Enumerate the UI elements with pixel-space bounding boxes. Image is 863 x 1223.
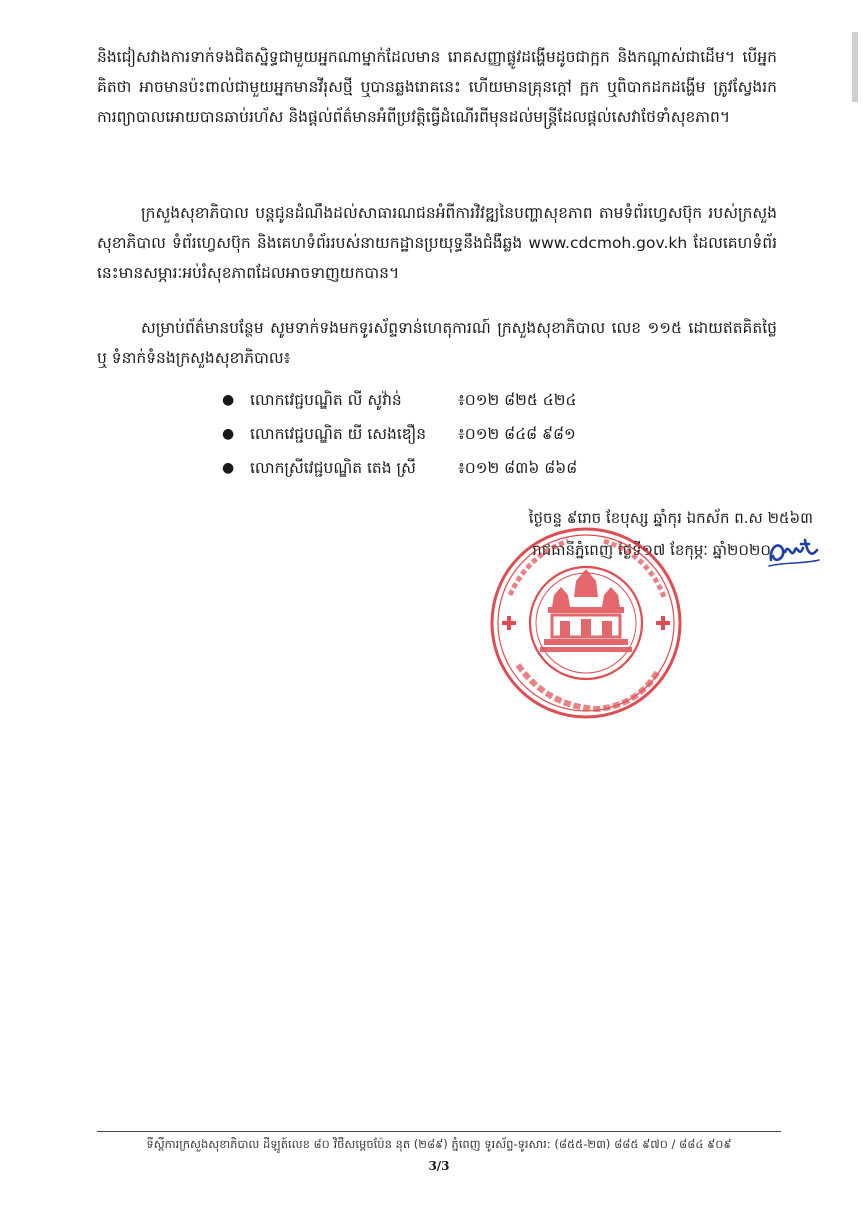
contact-name: លោកវេជ្ជបណ្ឌិត យី សេងឌឿន: [250, 425, 427, 443]
bullet-icon: ●: [222, 460, 235, 476]
contact-phone: ៖០១២ ៨៤៨ ៩៨១: [458, 425, 576, 443]
page-number: 3/3: [428, 1159, 450, 1173]
contact-phone: ៖០១២ ៨២៥ ៤២៤: [458, 391, 577, 409]
ministry-seal-stamp: [488, 525, 684, 721]
paragraph-hotline-info: [97, 313, 777, 373]
list-item: [222, 451, 642, 485]
solar-date: រាជធានីភ្នំពេញ ថ្ងៃទី១៧ ខែកុម្ភៈ ឆ្នាំ២០២០: [532, 541, 771, 559]
signature-mark: [765, 530, 825, 574]
paragraph-facebook-notice: [97, 198, 777, 288]
lunar-date: ថ្ងៃចន្ទ ៩រោច ខែបុស្ស ឆ្នាំកុរ ឯកស័ក ព.ស ២៥៦៣: [528, 509, 813, 527]
paragraph-facebook-notice-text: ក្រសួងសុខាភិបាល បន្តជូនដំណឹងដល់សាធារណជនអំពីការវិវឌ្ឍនៃបញ្ហាសុខភាព តាមទំព័រហ្វេសប៊ុក របស់ក្រសួងសុខាភិបាល ទំព័រហ្វេសប៊ុក និងគេហទំព័ររបស់នាយកដ្ឋានប្រយុទ្ធនឹងជំងឺឆ្លង www.cdcmoh.gov.kh ដែលគេហទំព័រនេះមានសម្ភារៈអប់រំសុខភាពដែលអាចទាញយកបាន។: [97, 204, 777, 282]
list-item: [222, 417, 642, 451]
paragraph-hygiene-advice: និងជៀសវាងការទាក់ទងជិតស្និទ្ធជាមួយអ្នកណាម្នាក់ដែលមាន រោគសញ្ញាផ្លូវដង្ហើមដូចជាក្អក និងកណ្ដាស់ជាដើម។ បើអ្នកគិតថា អាចមានប៉ះពាល់ជាមួយអ្នកមានវីរុសថ្មី ឬបានឆ្លងរោគនេះ ហើយមានគ្រុនក្ដៅ ក្អក ឬពិបាកដកដង្ហើម ត្រូវស្វែងរកការព្យាបាលអោយបានឆាប់រហ័ស និងផ្ដល់ព័ត៌មានអំពីប្រវត្តិធ្វើដំណើរពីមុនដល់មន្ត្រីដែលផ្ដល់សេវាថែទាំសុខភាព។: [97, 48, 777, 126]
contact-name: លោកស្រីវេជ្ជបណ្ឌិត តេង ស្រី: [250, 459, 416, 477]
contact-list: [222, 383, 642, 485]
bullet-icon: ●: [222, 426, 235, 442]
scan-edge-mark: [852, 32, 858, 102]
paragraph-hotline-info-text: សម្រាប់ព័ត៌មានបន្ថែម សូមទាក់ទងមកទូរស័ព្ទទាន់ហេតុការណ៍ ក្រសួងសុខាភិបាល លេខ ១១៥ ដោយឥតគិតថ្លៃ ឬ ទំនាក់ទំនងក្រសួងសុខាភិបាល៖: [97, 319, 777, 367]
contact-phone: ៖០១២ ៨៣៦ ៨៦៨: [458, 459, 578, 477]
list-item: [222, 383, 642, 417]
contact-name: លោកវេជ្ជបណ្ឌិត លី សូវ៉ាន់: [250, 391, 402, 409]
footer-divider: [97, 1131, 781, 1132]
bullet-icon: ●: [222, 392, 235, 408]
footer-address: ទីស្ដីការក្រសួងសុខាភិបាល ដីឡូត៍លេខ ៨០ វិថីសម្ដេចប៉ែន នុត (២៨៩) ភ្នំពេញ ទូរស័ព្ទ-ទូរសារ: (៨៥៥-២៣) ៨៨៥ ៩៧០ / ៨៨៤ ៩០៩: [146, 1137, 732, 1151]
